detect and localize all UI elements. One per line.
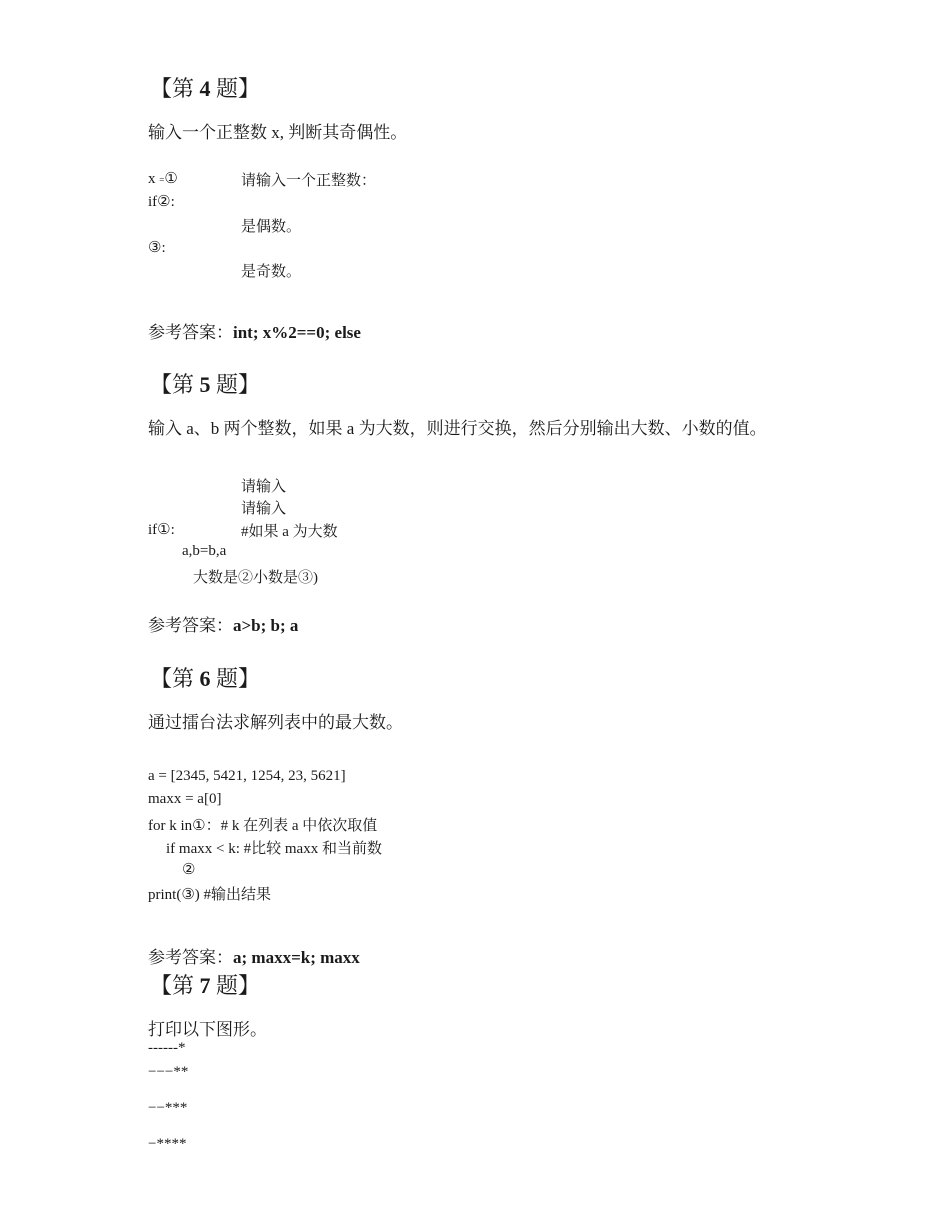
question-5-prompt: 输入 a、b 两个整数，如果 a 为大数，则进行交换，然后分别输出大数、小数的值。 xyxy=(148,419,767,438)
q4-code-line-5: 是奇数。 xyxy=(241,264,302,280)
q5-code-line-2: 请输入 xyxy=(241,501,287,517)
question-6-answer: 参考答案：a; maxx=k; maxx xyxy=(148,948,360,967)
q5-code-line-3: if①: xyxy=(148,522,175,538)
q6-code-line-6: print(③) #输出结果 xyxy=(148,887,272,903)
question-7-heading: 【第 7 题】 xyxy=(150,973,261,998)
q5-code-line-1: 请输入 xyxy=(241,479,287,495)
q6-code-line-4: if maxx < k: #比较 maxx 和当前数 xyxy=(166,841,382,857)
q5-code-comment: #如果 a 为大数 xyxy=(241,524,338,540)
pattern-row-3: −−*** xyxy=(148,1100,188,1116)
q4-code-line-4: ③: xyxy=(148,240,166,256)
q4-code-hint: 请输入一个正整数： xyxy=(241,173,377,189)
question-6-prompt: 通过擂台法求解列表中的最大数。 xyxy=(148,713,403,732)
q4-code-line-1: x =① xyxy=(148,171,178,187)
question-5-answer: 参考答案：a>b; b; a xyxy=(148,616,299,635)
pattern-row-2: −−−** xyxy=(148,1064,189,1080)
question-5-heading: 【第 5 题】 xyxy=(150,372,261,397)
question-4-heading: 【第 4 题】 xyxy=(150,76,261,101)
q5-code-line-4: a,b=b,a xyxy=(182,543,227,559)
q6-code-line-5: ② xyxy=(182,862,196,878)
question-7-prompt: 打印以下图形。 xyxy=(148,1020,267,1039)
question-4-answer: 参考答案：int; x%2==0; else xyxy=(148,323,361,342)
question-6-heading: 【第 6 题】 xyxy=(150,666,261,691)
question-4-prompt: 输入一个正整数 x, 判断其奇偶性。 xyxy=(148,123,408,142)
q6-code-line-1: a = [2345, 5421, 1254, 23, 5621] xyxy=(148,768,346,784)
q6-code-line-3: for k in①：# k 在列表 a 中依次取值 xyxy=(148,818,378,834)
pattern-row-1: ------* xyxy=(148,1040,186,1056)
q4-code-line-2: if②: xyxy=(148,194,175,210)
q5-code-line-5: 大数是②小数是③) xyxy=(193,570,318,586)
q6-code-line-2: maxx = a[0] xyxy=(148,791,222,807)
pattern-row-4: −**** xyxy=(148,1136,187,1152)
q4-code-line-3: 是偶数。 xyxy=(241,219,302,235)
